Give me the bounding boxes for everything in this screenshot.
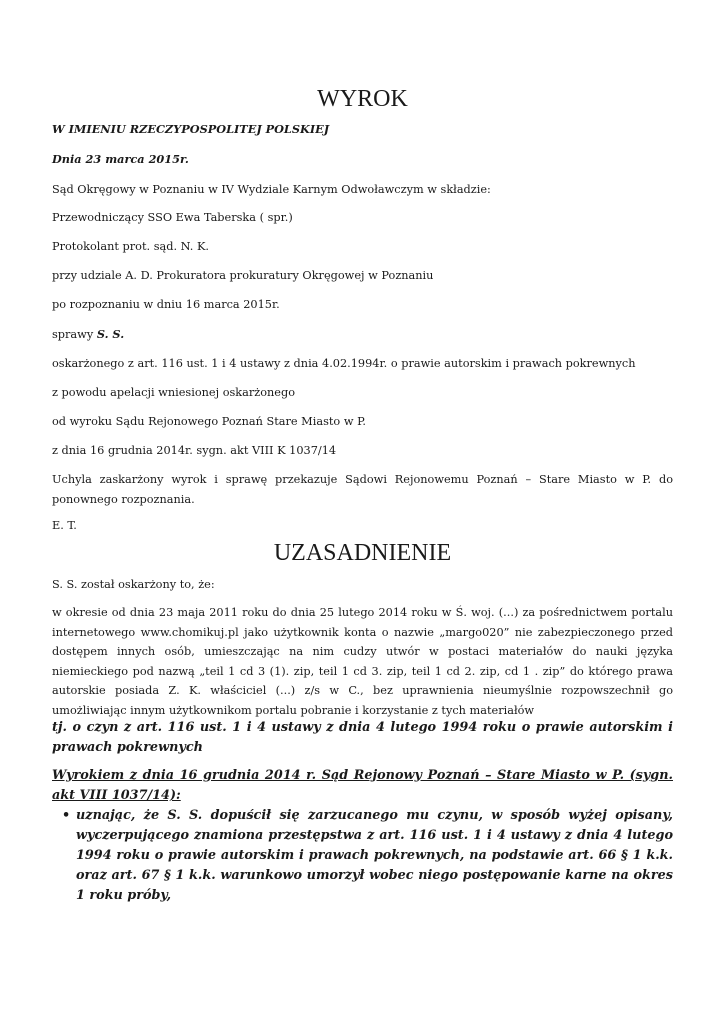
verdict-heading-text: Wyrokiem z dnia 16 grudnia 2014 r. Sąd Rejonowy Poznań – Stare Miasto w P. (sygn. akt VIII 1037/14): bbox=[52, 768, 673, 803]
charge-legal-basis: tj. o czyn z art. 116 ust. 1 i 4 ustawy z dnia 4 lutego 1994 roku o prawie autorskim i prawach pokrewnych bbox=[52, 720, 673, 755]
appeal-line: z powodu apelacji wniesionej oskarżonego bbox=[52, 386, 296, 399]
lower-court-date-line: z dnia 16 grudnia 2014r. sygn. akt VIII K 1037/14 bbox=[52, 444, 337, 457]
case-line bbox=[52, 325, 124, 344]
date-line: Dnia 23 marca 2015r. bbox=[52, 152, 189, 166]
accusation-line: oskarżonego z art. 116 ust. 1 i 4 ustawy z dnia 4.02.1994r. o prawie autorskim i prawach pokrewnych bbox=[52, 357, 636, 370]
presiding-judge: Przewodniczący SSO Ewa Taberska ( spr.) bbox=[52, 211, 293, 224]
verdict-heading bbox=[52, 766, 673, 806]
list-item bbox=[52, 806, 673, 906]
bullet-icon: • bbox=[62, 808, 71, 823]
subtitle: W IMIENIU RZECZYPOSPOLITEJ POLSKIEJ bbox=[52, 122, 330, 136]
case-prefix: sprawy bbox=[52, 328, 94, 341]
justification-title: UZASADNIENIE bbox=[273, 540, 452, 566]
accused-intro: S. S. został oskarżony to, że: bbox=[52, 578, 215, 591]
document-title: WYROK bbox=[317, 86, 408, 112]
hearing-date: po rozpoznaniu w dniu 16 marca 2015r. bbox=[52, 298, 280, 311]
court-composition: Sąd Okręgowy w Poznaniu w IV Wydziale Karnym Odwoławczym w składzie: bbox=[52, 183, 491, 196]
charge-paragraph: w okresie od dnia 23 maja 2011 roku do dnia 25 lutego 2014 roku w Ś. woj. (...) za pośrednictwem portalu internetowego www.chomikuj.pl jako użytkownik konta o nazwie „margo020” nie zabezpieczonego przed dostępem innych osób, umieszczając na nim cudzy utwór w postaci materiałów do nauki języka niemieckiego pod nazwą „teil 1 cd 3 (1). zip, teil 1 cd 3. zip, teil 1 cd 2. zip, cd 1 . zip” do którego prawa autorskie posiada Z. K. właściciel (...) z/s w C., bez uprawnienia nieumyślnie rozpowszechnił go umożliwiając innym użytkownikom portalu pobranie i korzystanie z tych materiałów bbox=[52, 606, 673, 717]
list-item-text: uznając, że S. S. dopuścił się zarzucanego mu czynu, w sposób wyżej opisany, wyczerpującego znamiona przestępstwa z art. 116 ust. 1 i 4 ustawy z dnia 4 lutego 1994 roku o prawie autorskim i prawach pokrewnych, na podstawie art. 66 § 1 k.k. oraz art. 67 § 1 k.k. warunkowo umorzył wobec niego postępowanie karne na okres 1 roku próby, bbox=[76, 808, 673, 903]
clerk: Protokolant prot. sąd. N. K. bbox=[52, 240, 210, 253]
ruling-paragraph: Uchyla zaskarżony wyrok i sprawę przekazuje Sądowi Rejonowemu Poznań – Stare Miasto w P. do ponownego rozpoznania. bbox=[52, 473, 673, 506]
prosecutor: przy udziale A. D. Prokuratora prokuratury Okręgowej w Poznaniu bbox=[52, 269, 434, 282]
initials: E. T. bbox=[52, 519, 77, 532]
verdict-list bbox=[52, 806, 673, 906]
case-name: S. S. bbox=[96, 327, 125, 341]
lower-court-line: od wyroku Sądu Rejonowego Poznań Stare Miasto w P. bbox=[52, 415, 366, 428]
